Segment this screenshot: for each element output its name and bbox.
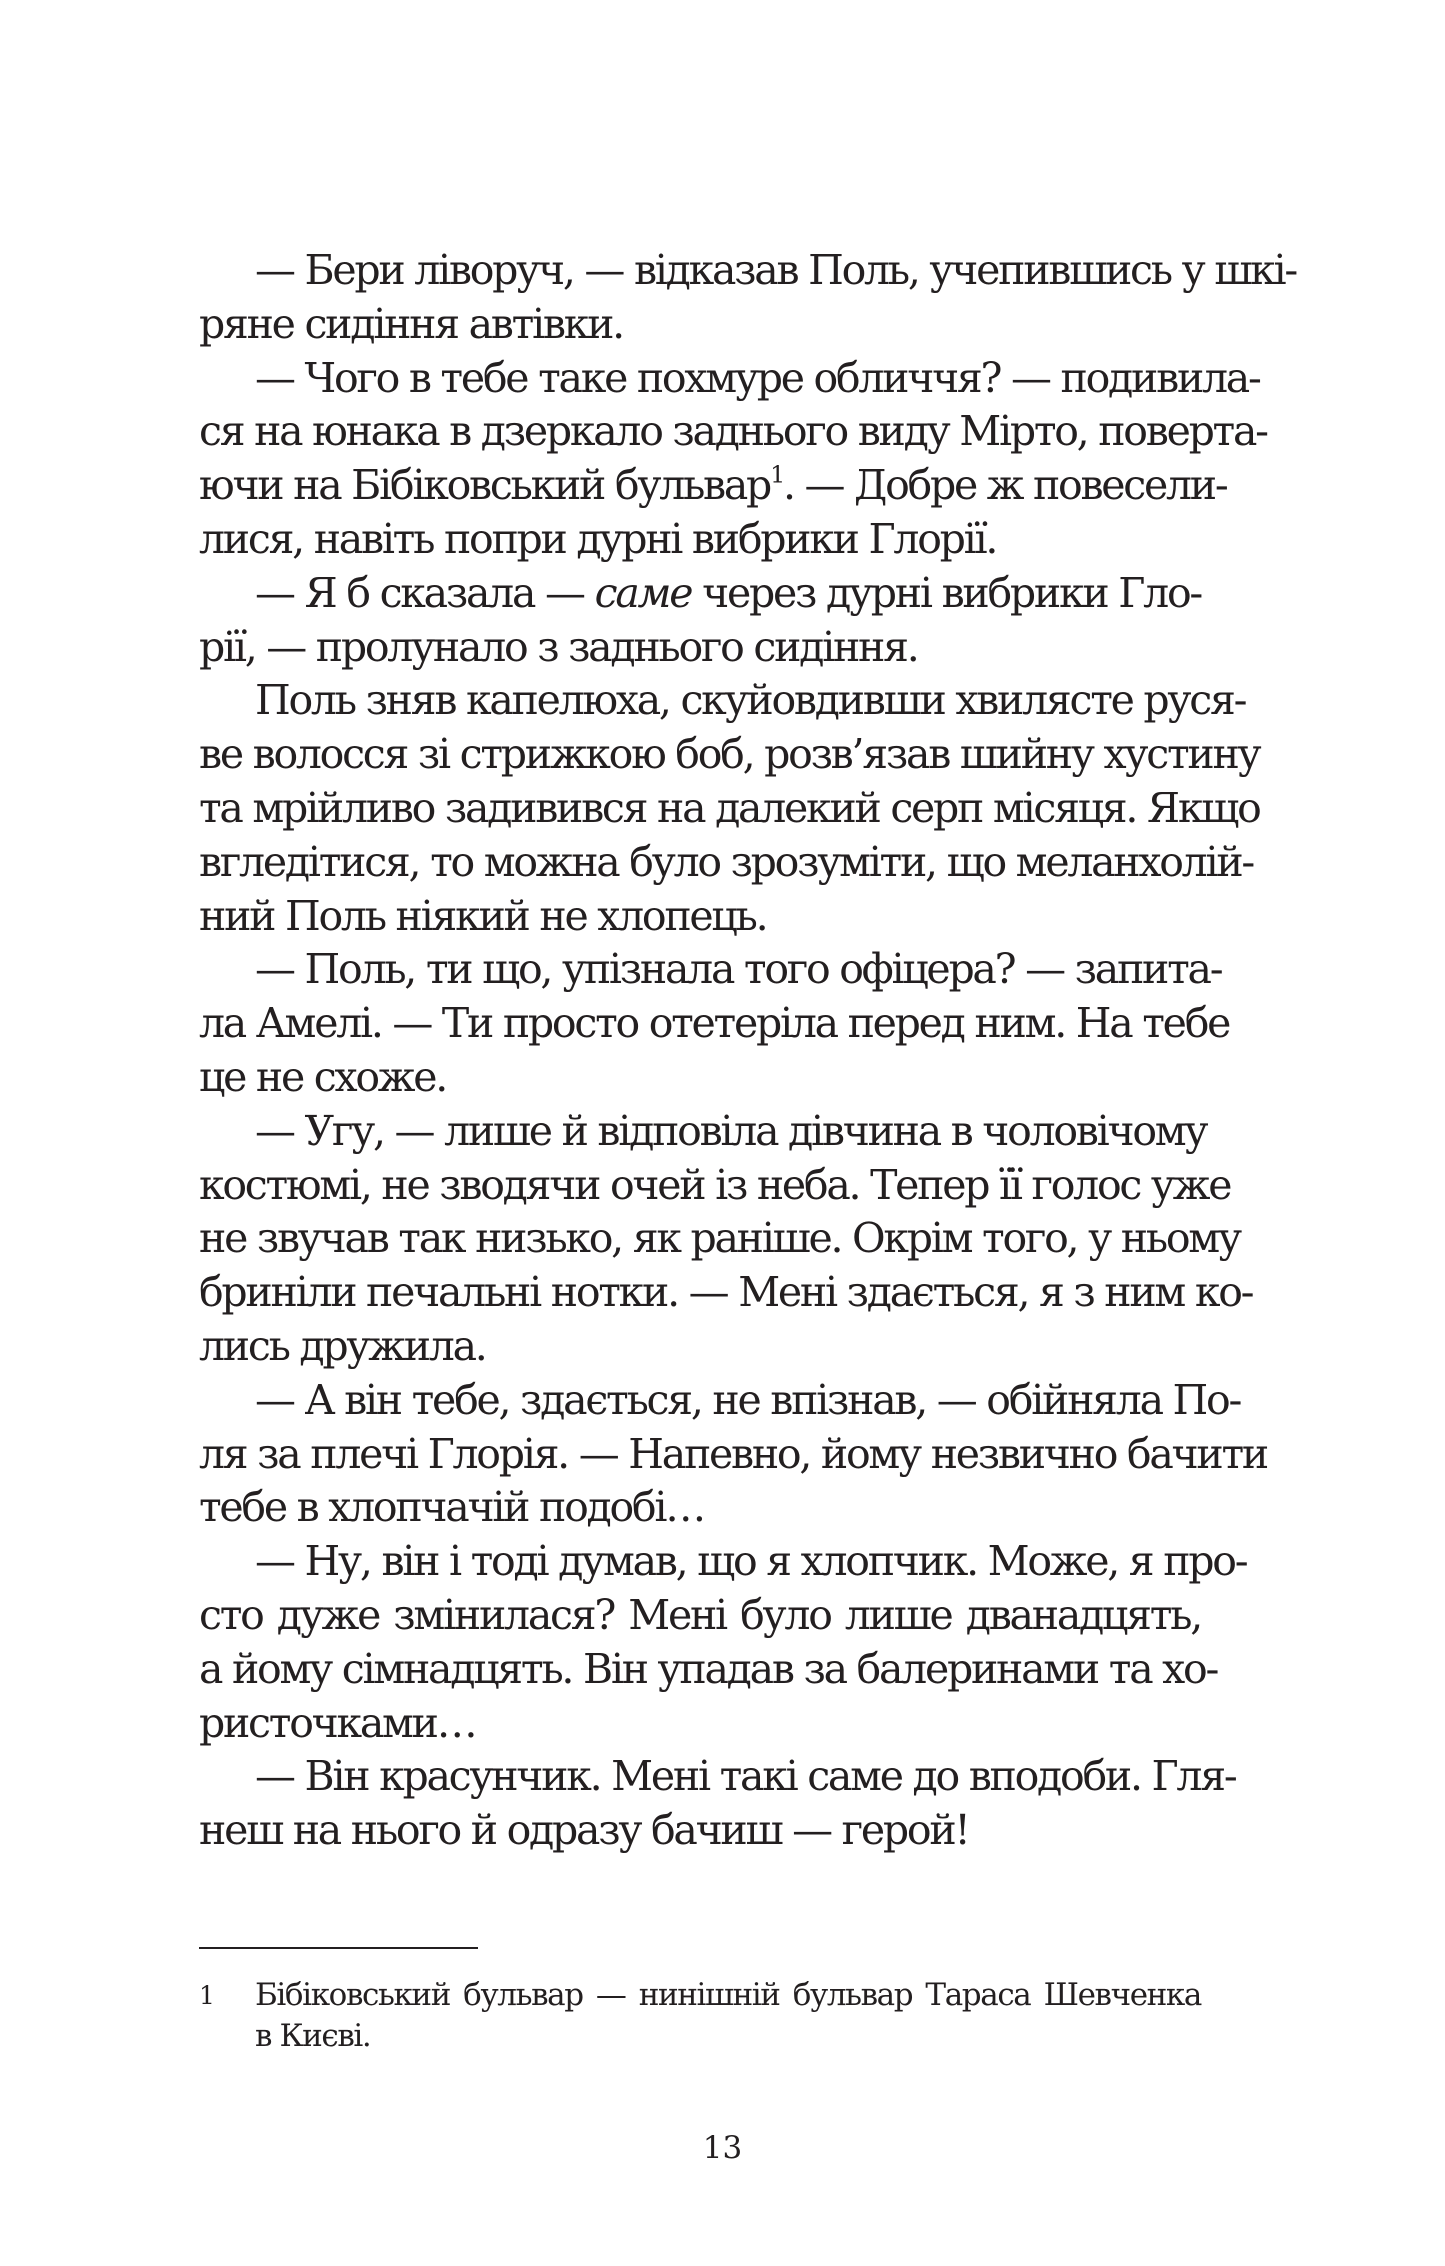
text-line: сто дуже змінилася? Мені було лише дванадцять, — [199, 1590, 1201, 1639]
page-number: 13 — [702, 2130, 743, 2166]
footnote-line: Бібіковський бульвар — нинішній бульвар Тараса Шевченка — [255, 1977, 1201, 2013]
text-line: — А він тебе, здається, не впізнав, — обійняла По- — [255, 1375, 1241, 1424]
text-line: — Чого в тебе таке похмуре обличчя? — подивила- — [255, 353, 1260, 402]
text-run: через дурні вибрики Гло- — [691, 568, 1201, 617]
body-text — [199, 244, 1296, 1858]
text-line: рії, — пролунало з заднього сидіння. — [199, 622, 918, 671]
footnote — [199, 1975, 1201, 2057]
text-line: вгледітися, то можна було зрозуміти, що меланхолій- — [199, 837, 1253, 886]
footnote-reference: 1 — [770, 460, 783, 489]
text-line: ве волосся зі стрижкою боб, розв’язав шийну хустину — [199, 730, 1260, 779]
text-line: костюмі, не зводячи очей із неба. Тепер її голос уже — [199, 1160, 1231, 1209]
text-line: ристочками… — [199, 1698, 476, 1747]
text-line: бриніли печальні нотки. — Мені здається, я з ним ко- — [199, 1268, 1253, 1317]
text-line: ля за плечі Глорія. — Напевно, йому незвично бачити — [199, 1429, 1267, 1478]
text-run: . — Добре ж повесели- — [782, 461, 1227, 510]
text-line: — Бери ліворуч, — відказав Поль, учепившись у шкі- — [255, 246, 1296, 294]
text-line: — Ну, він і тоді думав, що я хлопчик. Може, я про- — [255, 1537, 1247, 1586]
text-line: тебе в хлопчачій подобі… — [199, 1483, 704, 1532]
text-line: — Угу, — лише й відповіла дівчина в чоловічому — [255, 1106, 1207, 1155]
footnote-divider — [199, 1947, 478, 1949]
text-line: ла Амелі. — Ти просто отетеріла перед ним. На тебе — [199, 999, 1230, 1048]
text-line: а йому сімнадцять. Він упадав за балеринами та хо- — [199, 1644, 1218, 1693]
text-run: ючи на Бібіковський бульвар — [199, 461, 771, 510]
text-line — [199, 459, 1227, 513]
footnote-line: в Києві. — [255, 2018, 371, 2054]
text-line: не звучав так низько, як раніше. Окрім того, у ньому — [199, 1214, 1240, 1263]
emphasized-word: саме — [594, 568, 692, 617]
text-line: ний Поль ніякий не хлопець. — [199, 891, 767, 940]
text-line: — Він красунчик. Мені такі саме до вподоби. Гля- — [255, 1752, 1236, 1801]
text-line: неш на нього й одразу бачиш — герой! — [199, 1806, 969, 1855]
text-line: лись дружила. — [199, 1321, 486, 1370]
text-line: ся на юнака в дзеркало заднього виду Мірто, поверта- — [199, 407, 1267, 456]
text-line: ряне сидіння автівки. — [199, 299, 623, 348]
text-line: лися, навіть попри дурні вибрики Глорії. — [199, 514, 997, 563]
text-line: та мрійливо задивився на далекий серп місяця. Якщо — [199, 783, 1260, 832]
text-line — [199, 567, 1201, 621]
text-run: — Я б сказала — — [255, 568, 595, 617]
text-line: — Поль, ти що, упізнала того офіцера? — запита- — [255, 945, 1222, 994]
text-line: Поль зняв капелюха, скуйовдивши хвилясте руся- — [255, 676, 1246, 725]
footnote-number: 1 — [199, 1981, 214, 2010]
text-line: це не схоже. — [199, 1052, 447, 1101]
